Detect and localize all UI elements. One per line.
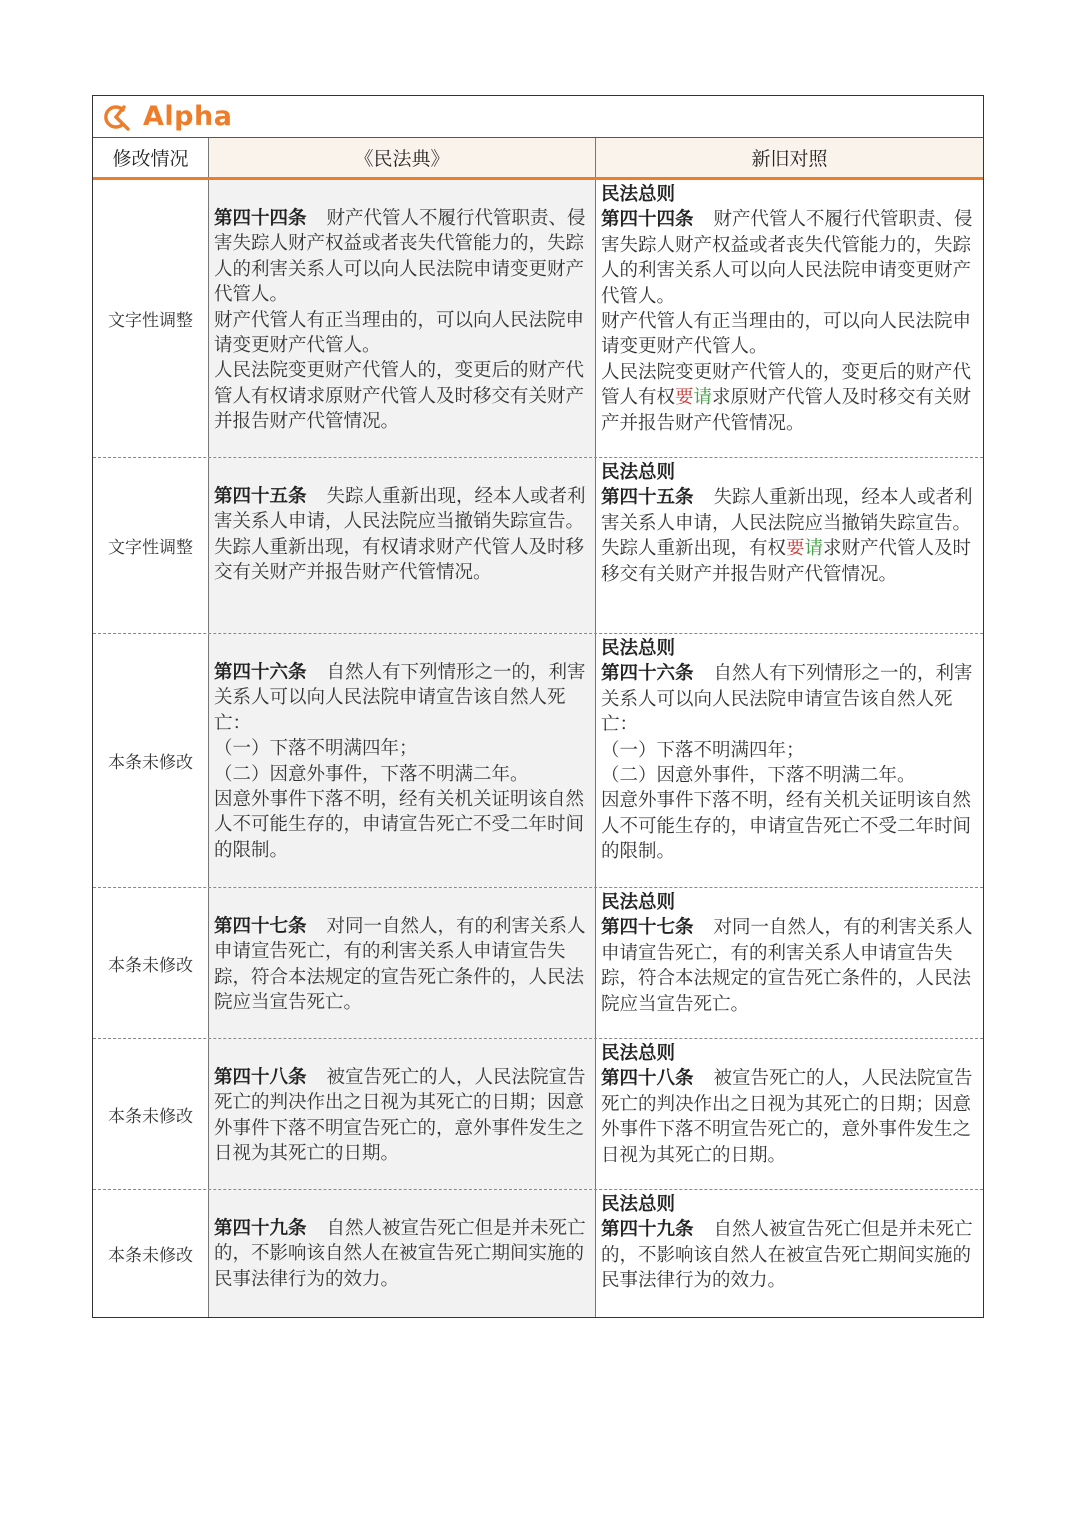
- article-number: 第四十九条: [214, 1218, 307, 1239]
- table-row: [93, 458, 983, 634]
- paragraph: 自然人有下列情形之一的，利害关系人可以向人民法院申请宣告该自然人死亡：: [214, 662, 586, 734]
- article-number: 第四十六条: [601, 663, 694, 685]
- text-segment: 求原财产代管人及时移交有关财产并报告财产代管情况。: [601, 387, 972, 434]
- article-number: 第四十四条: [214, 208, 307, 229]
- paragraph: 被宣告死亡的人，人民法院宣告死亡的判决作出之日视为其死亡的日期；因意外事件下落不明宣告死亡的，意外事件发生之日视为其死亡的日期。: [601, 1068, 973, 1166]
- table-row: [93, 1190, 983, 1317]
- header-status: 修改情况: [93, 138, 209, 177]
- table-header: [93, 138, 983, 180]
- inserted-text: 请: [804, 538, 824, 560]
- part-title: 民法总则: [601, 1043, 676, 1064]
- part-title: 民法总则: [601, 1194, 676, 1215]
- paragraph: 自然人有下列情形之一的，利害关系人可以向人民法院申请宣告该自然人死亡：: [601, 663, 973, 736]
- status-cell: 本条未修改: [93, 1190, 209, 1317]
- header-compare: 新旧对照: [596, 138, 983, 177]
- inserted-text: 请: [693, 387, 713, 409]
- article-number: 第四十八条: [214, 1067, 307, 1088]
- paragraph: （一）下落不明满四年；: [214, 738, 418, 760]
- paragraph: 自然人被宣告死亡但是并未死亡的，不影响该自然人在被宣告死亡期间实施的民事法律行为的效力。: [601, 1219, 973, 1292]
- article-number: 第四十八条: [601, 1068, 694, 1090]
- table-row: [93, 180, 983, 458]
- paragraph: 失踪人重新出现，经本人或者利害关系人申请，人民法院应当撤销失踪宣告。: [214, 486, 586, 533]
- header-code: 《民法典》: [209, 138, 596, 177]
- table-row: [93, 888, 983, 1039]
- paragraph: 人民法院变更财产代管人的，变更后的财产代管人有权请求原财产代管人及时移交有关财产并报告财产代管情况。: [214, 360, 585, 433]
- table-row: [93, 1039, 983, 1190]
- status-cell: 本条未修改: [93, 1039, 209, 1189]
- code-cell: [209, 458, 596, 633]
- paragraph: [601, 360, 980, 436]
- paragraph: 因意外事件下落不明，经有关机关证明该自然人不可能生存的，申请宣告死亡不受二年时间的限制。: [214, 789, 585, 861]
- article-number: 第四十五条: [214, 486, 307, 507]
- paragraph: [601, 536, 980, 587]
- status-cell: 本条未修改: [93, 634, 209, 887]
- code-cell: [209, 1039, 596, 1189]
- deleted-text: 要: [675, 387, 694, 409]
- brand-bar: [93, 96, 983, 138]
- paragraph: （一）下落不明满四年；: [601, 739, 805, 761]
- code-cell: [209, 634, 596, 887]
- paragraph: 对同一自然人，有的利害关系人申请宣告死亡，有的利害关系人申请宣告失踪，符合本法规定的宣告死亡条件的，人民法院应当宣告死亡。: [601, 917, 973, 1015]
- part-title: 民法总则: [601, 892, 676, 913]
- table-row: [93, 634, 983, 888]
- compare-cell: [596, 888, 983, 1038]
- part-title: 民法总则: [601, 462, 676, 483]
- compare-cell: [596, 180, 983, 457]
- text-segment: 求财产代管人及时移交有关财产并报告财产代管情况。: [601, 538, 972, 585]
- text-segment: 人民法院变更财产代管人的，变更后的财产代管人有权: [601, 361, 972, 409]
- comparison-table: [92, 95, 984, 1318]
- article-number: 第四十七条: [601, 917, 694, 939]
- paragraph: 因意外事件下落不明，经有关机关证明该自然人不可能生存的，申请宣告死亡不受二年时间的限制。: [601, 790, 972, 863]
- article-number: 第四十四条: [601, 209, 694, 231]
- paragraph: （二）因意外事件，下落不明满二年。: [214, 763, 529, 785]
- paragraph: 财产代管人有正当理由的，可以向人民法院申请变更财产代管人。: [214, 309, 585, 357]
- status-cell: 本条未修改: [93, 888, 209, 1038]
- status-cell: 文字性调整: [93, 180, 209, 457]
- paragraph: 财产代管人有正当理由的，可以向人民法院申请变更财产代管人。: [601, 311, 972, 358]
- paragraph: 失踪人重新出现，有权请求财产代管人及时移交有关财产并报告财产代管情况。: [214, 536, 585, 584]
- article-number: 第四十七条: [214, 916, 307, 937]
- paragraph: （二）因意外事件，下落不明满二年。: [601, 765, 916, 787]
- compare-cell: [596, 458, 983, 633]
- article-number: 第四十九条: [601, 1219, 694, 1241]
- part-title: 民法总则: [601, 638, 676, 659]
- status-cell: 文字性调整: [93, 458, 209, 633]
- article-number: 第四十六条: [214, 662, 307, 683]
- paragraph: 对同一自然人，有的利害关系人申请宣告死亡，有的利害关系人申请宣告失踪，符合本法规定的宣告死亡条件的，人民法院应当宣告死亡。: [214, 916, 586, 1014]
- compare-cell: [596, 1039, 983, 1189]
- compare-cell: [596, 634, 983, 887]
- alpha-logo-icon: [101, 102, 131, 132]
- part-title: 民法总则: [601, 184, 676, 205]
- deleted-text: 要: [786, 538, 805, 560]
- paragraph: 财产代管人不履行代管职责、侵害失踪人财产权益或者丧失代管能力的，失踪人的利害关系人可以向人民法院申请变更财产代管人。: [601, 209, 973, 307]
- compare-cell: [596, 1190, 983, 1317]
- article-number: 第四十五条: [601, 487, 694, 509]
- paragraph: 失踪人重新出现，经本人或者利害关系人申请，人民法院应当撤销失踪宣告。: [601, 487, 973, 534]
- code-cell: [209, 888, 596, 1038]
- paragraph: 被宣告死亡的人，人民法院宣告死亡的判决作出之日视为其死亡的日期；因意外事件下落不明宣告死亡的，意外事件发生之日视为其死亡的日期。: [214, 1067, 586, 1165]
- code-cell: [209, 1190, 596, 1317]
- paragraph: 自然人被宣告死亡但是并未死亡的，不影响该自然人在被宣告死亡期间实施的民事法律行为的效力。: [214, 1218, 586, 1290]
- paragraph: 财产代管人不履行代管职责、侵害失踪人财产权益或者丧失代管能力的，失踪人的利害关系人可以向人民法院申请变更财产代管人。: [214, 208, 586, 306]
- code-cell: [209, 180, 596, 457]
- brand-name: Alpha: [143, 101, 233, 132]
- text-segment: 失踪人重新出现，有权: [601, 538, 787, 560]
